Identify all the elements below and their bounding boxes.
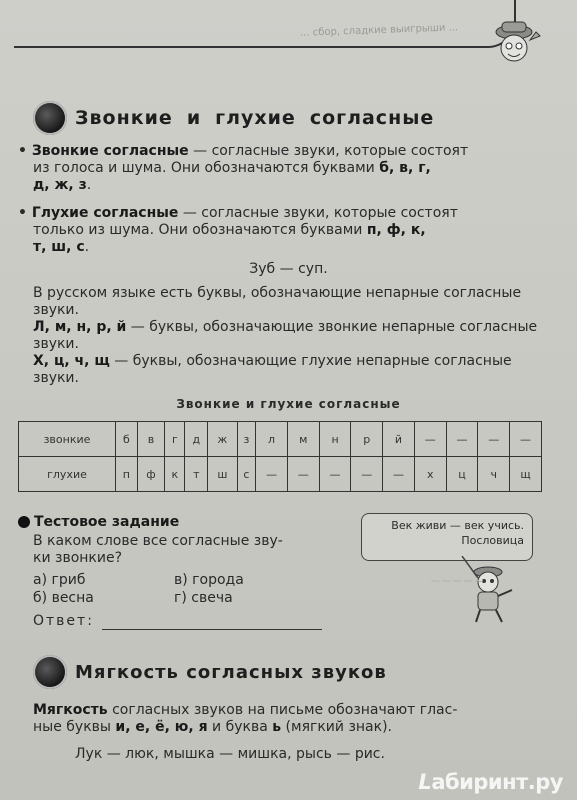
- table-cell: ц: [446, 457, 478, 492]
- table-cell: ч: [478, 457, 510, 492]
- consonants-table: [18, 421, 542, 492]
- softness-text: Мягкость согласных звуков на письме обозначают глас- ные буквы и, е, ё, ю, я и буква ь (мягкий знак).: [33, 702, 458, 735]
- table-cell: л: [256, 422, 288, 457]
- bleed-through-text: ... сбор, сладкие выигрыши ...: [299, 22, 459, 39]
- table-cell: —: [319, 457, 351, 492]
- table-cell: г: [165, 422, 185, 457]
- answer-row: Ответ:: [33, 613, 322, 630]
- table-cell: ш: [208, 457, 237, 492]
- table-cell: —: [383, 457, 415, 492]
- table-cell: н: [319, 422, 351, 457]
- section-title: Мягкость согласных звуков: [75, 661, 387, 683]
- test-task-heading: Тестовое задание: [18, 514, 179, 531]
- table-cell: п: [116, 457, 138, 492]
- heading-bullet-icon: [33, 101, 67, 135]
- answer-field[interactable]: [102, 629, 322, 630]
- table-cell: р: [351, 422, 383, 457]
- cartoon-boy-icon: [456, 556, 526, 626]
- bleed-through-text: ~~~~~: [430, 574, 485, 589]
- labirint-watermark: Lабиринт.ру: [418, 770, 563, 794]
- table-cell: щ: [510, 457, 542, 492]
- table-cell: х: [414, 457, 446, 492]
- unpaired-consonants-text: В русском языке есть буквы, обозначающие непарные согласные звуки. Л, м, н, р, й — буквы, обозначающие звонкие непарные согласные звуки. Х, ц, ч, щ — буквы, обозначающие глухие непарные согласные звуки.: [33, 285, 538, 386]
- table-cell: т: [185, 457, 208, 492]
- table-cell: й: [383, 422, 415, 457]
- table-cell: —: [256, 457, 288, 492]
- table-cell: к: [165, 457, 185, 492]
- test-question: В каком слове все согласные зву- ки звонкие?: [33, 533, 283, 566]
- proverb-bubble: Век живи — век учись. Пословица: [361, 513, 533, 561]
- table-row: [19, 422, 542, 457]
- test-bullet-icon: [18, 516, 30, 528]
- test-options: [33, 571, 244, 607]
- section-heading-voiced-voiceless: [33, 101, 434, 135]
- table-cell: з: [237, 422, 256, 457]
- table-cell: с: [237, 457, 256, 492]
- table-cell: в: [137, 422, 165, 457]
- section-heading-softness: [33, 655, 387, 689]
- table-cell: —: [351, 457, 383, 492]
- heading-bullet-icon: [33, 655, 67, 689]
- row-label-voiceless: глухие: [19, 457, 116, 492]
- table-cell: ф: [137, 457, 165, 492]
- voiced-definition: • Звонкие согласные — согласные звуки, которые состоят из голоса и шума. Они обозначаются буквами б, в, г, д, ж, з.: [18, 143, 469, 193]
- option-v[interactable]: в) города: [174, 572, 244, 588]
- table-cell: д: [185, 422, 208, 457]
- section-title: Звонкие и глухие согласные: [75, 107, 435, 129]
- option-b[interactable]: б) весна: [33, 590, 94, 606]
- table-cell: —: [446, 422, 478, 457]
- example-pair: Зуб — суп.: [249, 261, 328, 277]
- softness-examples: Лук — люк, мышка — мишка, рысь — рис.: [75, 746, 385, 762]
- table-cell: —: [478, 422, 510, 457]
- cartoon-mascot-icon: [486, 18, 544, 76]
- table-cell: ж: [208, 422, 237, 457]
- table-cell: —: [510, 422, 542, 457]
- voiceless-definition: • Глухие согласные — согласные звуки, которые состоят только из шума. Они обозначаются буквами п, ф, к, т, ш, с.: [18, 205, 458, 255]
- table-cell: —: [287, 457, 319, 492]
- option-g[interactable]: г) свеча: [174, 590, 233, 606]
- table-row: [19, 457, 542, 492]
- table-cell: —: [414, 422, 446, 457]
- option-a[interactable]: а) гриб: [33, 572, 86, 588]
- table-cell: м: [287, 422, 319, 457]
- table-cell: б: [116, 422, 138, 457]
- row-label-voiced: звонкие: [19, 422, 116, 457]
- table-title: Звонкие и глухие согласные: [176, 397, 401, 411]
